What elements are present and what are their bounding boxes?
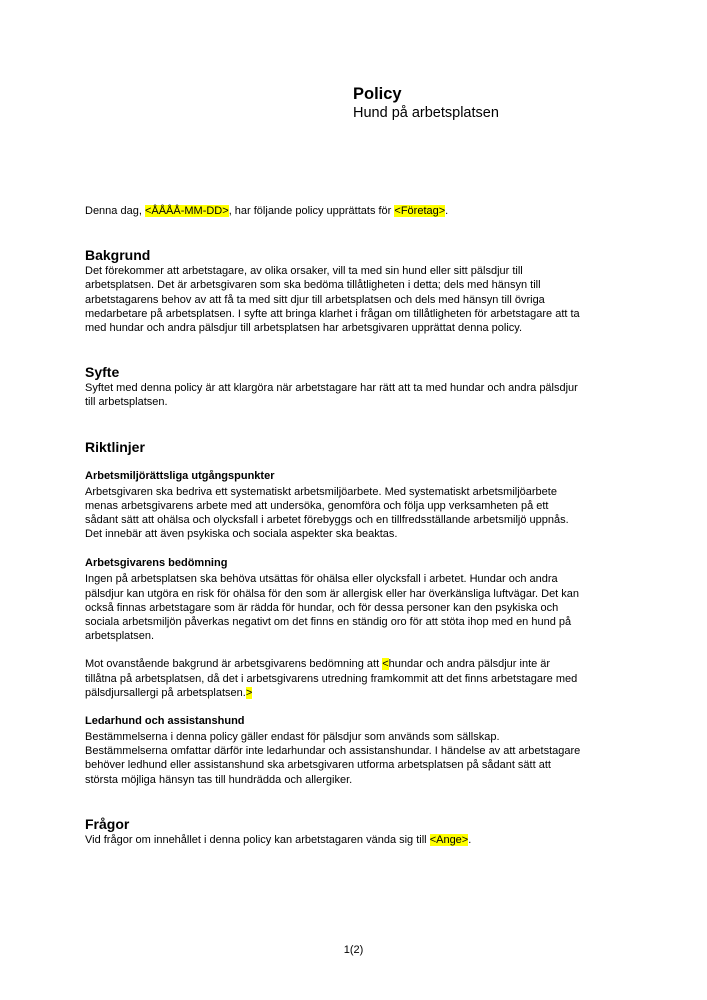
text-line: Syftet med denna policy är att klargöra när arbetstagare har rätt att ta med hundar och andra pälsdjur (85, 382, 578, 395)
text-line: behöver ledhund eller assistanshund ska arbetsgivaren utforma arbetsplatsen på sådant sätt att (85, 759, 551, 772)
bedomning-paragraph (85, 572, 645, 643)
text-line: sådant sätt att ohälsa och olycksfall i arbetet förebyggs och en tillfredsställande arbetsmiljö uppnås. (85, 514, 569, 527)
syfte-paragraph (85, 381, 645, 409)
subheading-arbetsmiljorattsliga: Arbetsmiljörättsliga utgångspunkter (85, 469, 275, 482)
date-placeholder[interactable]: <ÅÅÅÅ-MM-DD> (144, 205, 229, 217)
text-line: arbetsplatsen. Det är arbetsgivaren som ska bedöma tillåtligheten i detta; dels med hänsyn till (85, 279, 541, 292)
text-line: sociala arbetsmiljön påverkas negativt om det finns en ständig oro för att stöta ihop med en hund på (85, 616, 572, 629)
text-line: Bestämmelserna omfattar därför inte ledarhundar och assistanshundar. I händelse av att arbetstagare (85, 745, 581, 758)
text-line: arbetstagarens behov av att få ta med sitt djur till arbetsplatsen och dels med hänsyn till övriga (85, 293, 545, 306)
assessment-text: Mot ovanstående bakgrund är arbetsgivarens bedömning att (85, 658, 383, 671)
bakgrund-paragraph (85, 264, 645, 335)
assessment-text: pälsdjursallergi på arbetsplatsen. (85, 686, 246, 699)
heading-fragor: Frågor (85, 815, 130, 832)
intro-text-after: . (445, 205, 449, 217)
document-body (85, 204, 645, 847)
intro-text-before: Denna dag, (85, 205, 145, 217)
fragor-paragraph (85, 833, 645, 847)
contact-placeholder[interactable]: <Ange> (429, 833, 469, 846)
document-subtitle: Hund på arbetsplatsen (353, 105, 499, 121)
ledarhund-paragraph (85, 730, 645, 787)
text-line: med hundar och andra pälsdjur till arbetsplatsen har arbetsgivaren upprättat denna policy. (85, 322, 523, 335)
arbetsmiljo-paragraph (85, 485, 645, 542)
text-line: Det förekommer att arbetstagare, av olika orsaker, vill ta med sin hund eller sitt pälsdjur till (85, 265, 523, 278)
text-line: medarbetare på arbetsplatsen. I syfte att bringa klarhet i frågan om tillåtligheten för arbetstagare att ta (85, 307, 580, 320)
subheading-arbetsgivarens-bedomning: Arbetsgivarens bedömning (85, 557, 228, 570)
text-line (85, 686, 645, 700)
text-line: Arbetsgivaren ska bedriva ett systematiskt arbetsmiljöarbete. Med systematiskt arbetsmiljöarbete (85, 485, 557, 498)
fragor-text: Vid frågor om innehållet i denna policy kan arbetstagaren vända sig till (85, 833, 430, 846)
heading-riktlinjer: Riktlinjer (85, 438, 145, 455)
title-block (353, 84, 499, 122)
document-title: Policy (353, 85, 402, 103)
text-line: till arbetsplatsen. (85, 396, 168, 409)
assessment-paragraph (85, 657, 645, 700)
assessment-text: hundar och andra pälsdjur inte är (388, 658, 551, 671)
intro-text-middle: , har följande policy upprättats för (228, 205, 395, 217)
assessment-close-marker[interactable]: > (245, 686, 253, 699)
intro-paragraph (85, 204, 645, 218)
heading-bakgrund: Bakgrund (85, 247, 151, 264)
text-line: största möjliga hänsyn tas till hundrädda och allergiker. (85, 773, 353, 786)
text-line (85, 657, 645, 671)
subheading-ledarhund: Ledarhund och assistanshund (85, 715, 245, 728)
assessment-open-marker[interactable]: < (382, 658, 389, 671)
heading-syfte: Syfte (85, 364, 120, 381)
text-line: menas arbetsgivarens arbete med att undersöka, genomföra och följa upp verksamheten på ett (85, 499, 549, 512)
text-line: tillåtna på arbetsplatsen, då det i arbetsgivarens utredning framkommit att det finns arbetstagare med (85, 672, 578, 685)
company-placeholder[interactable]: <Företag> (394, 205, 446, 217)
text-line: pälsdjur kan utgöra en risk för ohälsa för den som är allergisk eller har överkänsliga luftvägar. Det kan (85, 587, 580, 600)
page-number: 1(2) (343, 944, 364, 956)
fragor-text-after: . (468, 833, 472, 846)
text-line: också finnas arbetstagare som är rädda för hundar, och för dessa personer kan den psykiska och (85, 601, 559, 614)
text-line: Ingen på arbetsplatsen ska behöva utsättas för ohälsa eller olycksfall i arbetet. Hundar och andra (85, 573, 558, 586)
text-line: Det innebär att även psykiska och sociala aspekter ska beaktas. (85, 528, 398, 541)
text-line: Bestämmelserna i denna policy gäller endast för pälsdjur som används som sällskap. (85, 731, 500, 744)
text-line: arbetsplatsen. (85, 630, 155, 643)
